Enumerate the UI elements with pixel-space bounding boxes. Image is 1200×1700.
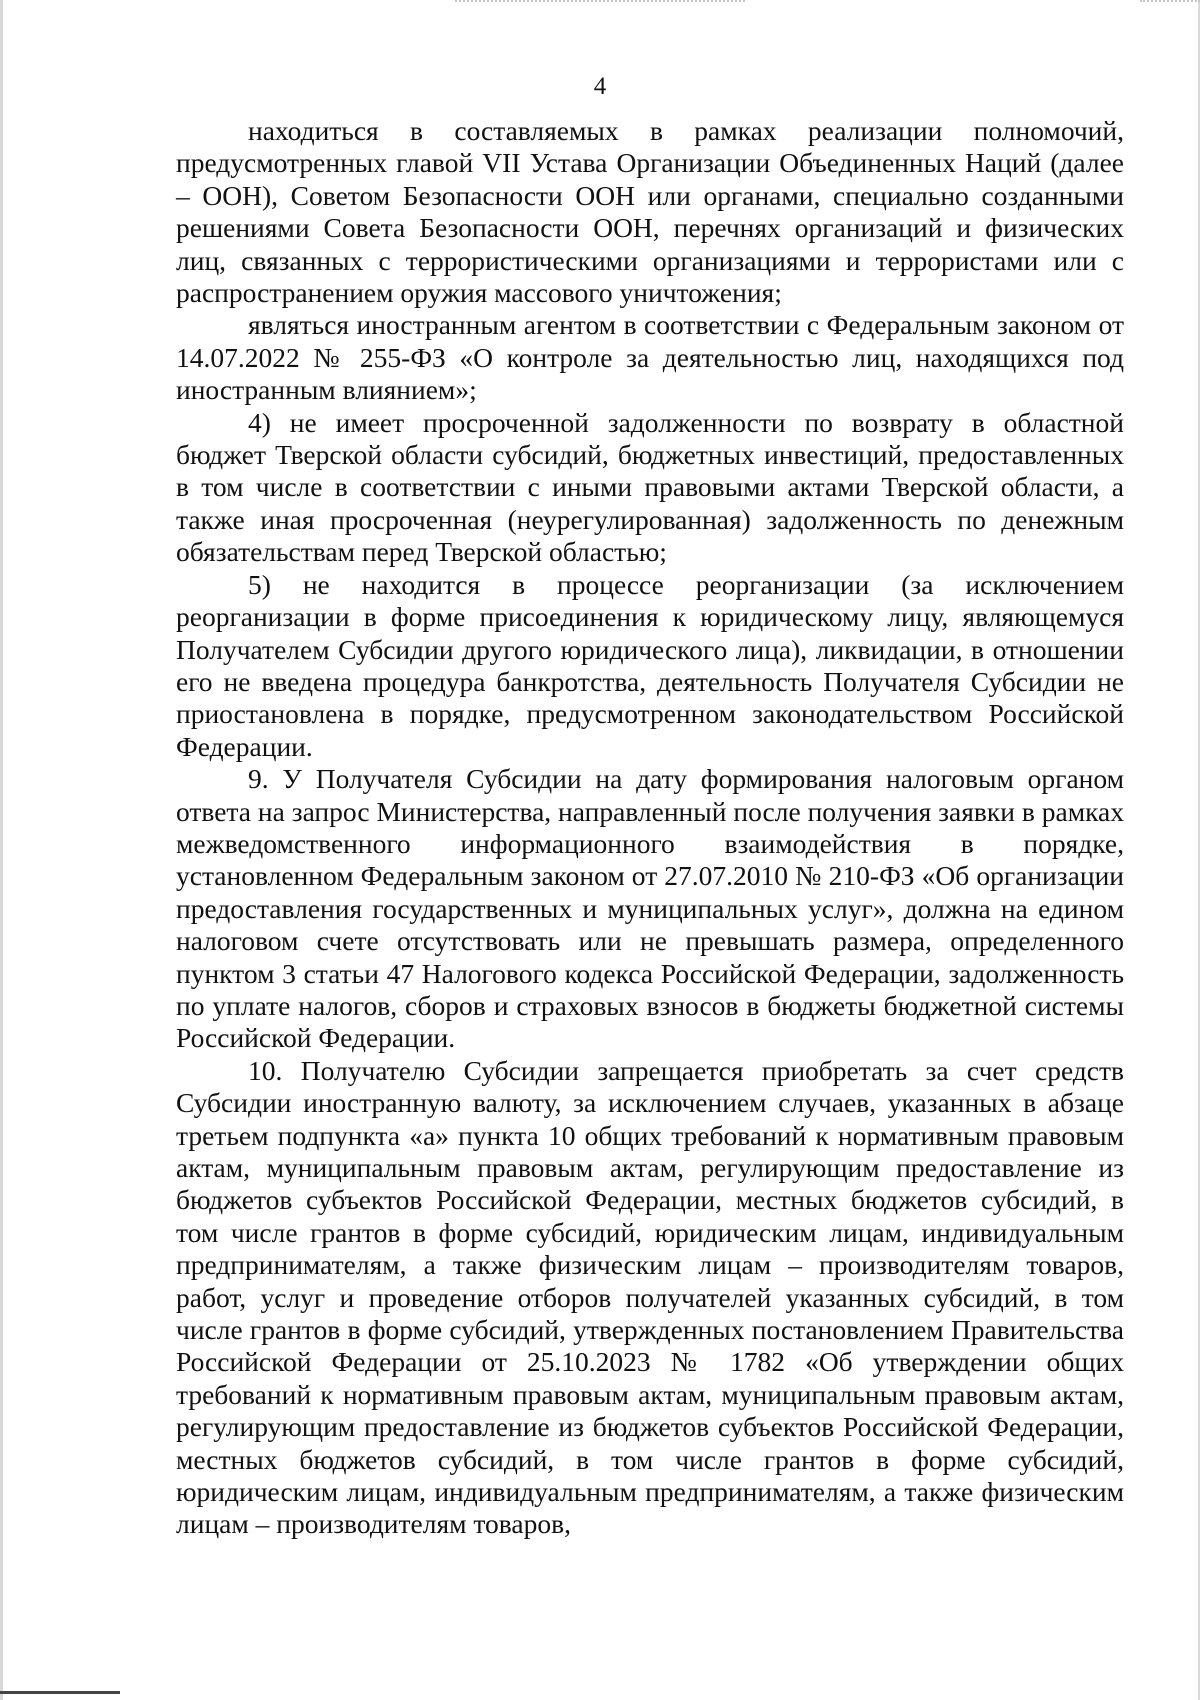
paragraph-clause-9: 9. У Получателя Субсидии на дату формирования налоговым органом ответа на запрос Министерства, направленный после получения заявки в рамках межведомственного информационного взаимодействия в порядке, установленном Федеральным законом от 27.07.2010 № 210-ФЗ «Об организации предоставления государственных и муниципальных услуг», должна на едином налоговом счете отсутствовать или не превышать размера, определенного пунктом 3 статьи 47 Налогового кодекса Российской Федерации, задолженность по уплате налогов, сборов и страховых взносов в бюджеты бюджетной системы Российской Федерации. <box>176 763 1124 1054</box>
paragraph-clause-10: 10. Получателю Субсидии запрещается приобретать за счет средств Субсидии иностранную валюту, за исключением случаев, указанных в абзаце третьем подпункта «а» пункта 10 общих требований к нормативным правовым актам, муниципальным правовым актам, регулирующим предоставление из бюджетов субъектов Российской Федерации, местных бюджетов субсидий, в том числе грантов в форме субсидий, юридическим лицам, индивидуальным предпринимателям, а также физическим лицам – производителям товаров, работ, услуг и проведение отборов получателей указанных субсидий, в том числе грантов в форме субсидий, утвержденных постановлением Правительства Российской Федерации от 25.10.2023 № 1782 «Об утверждении общих требований к нормативным правовым актам, муниципальным правовым актам, регулирующим предоставление из бюджетов субъектов Российской Федерации, местных бюджетов субсидий, в том числе грантов в форме субсидий, юридическим лицам, индивидуальным предпринимателям, а также физическим лицам – производителям товаров, <box>176 1054 1124 1540</box>
scan-artifact-top-right <box>1140 0 1200 7</box>
page-number: 4 <box>593 73 607 100</box>
paragraph-item-4: 4) не имеет просроченной задолженности по возврату в областной бюджет Тверской области субсидий, бюджетных инвестиций, предоставленных в том числе в соответствии с иными правовыми актами Тверской области, а также иная просроченная (неурегулированная) задолженность по денежным обязательствам перед Тверской областью; <box>176 406 1124 568</box>
paragraph-continuation: находиться в составляемых в рамках реализации полномочий, предусмотренных главой VII Устава Организации Объединенных Наций (далее – ООН), Советом Безопасности ООН или органами, специально созданными решениями Совета Безопасности ООН, перечнях организаций и физических лиц, связанных с террористическими организациями и террористами или с распространением оружия массового уничтожения; <box>176 115 1124 309</box>
document-body <box>176 115 1124 1541</box>
paragraph-foreign-agent: являться иностранным агентом в соответствии с Федеральным законом от 14.07.2022 № 255-ФЗ «О контроле за деятельностью лиц, находящихся под иностранным влиянием»; <box>176 309 1124 406</box>
scan-artifact-top <box>455 0 745 7</box>
scan-artifact-bottom-left <box>0 1691 120 1694</box>
paragraph-item-5: 5) не находится в процессе реорганизации (за исключением реорганизации в форме присоединения к юридическому лицу, являющемуся Получателем Субсидии другого юридического лица), ликвидации, в отношении его не введена процедура банкротства, деятельность Получателя Субсидии не приостановлена в порядке, предусмотренном законодательством Российской Федерации. <box>176 568 1124 762</box>
scan-edge-left <box>0 0 3 1700</box>
